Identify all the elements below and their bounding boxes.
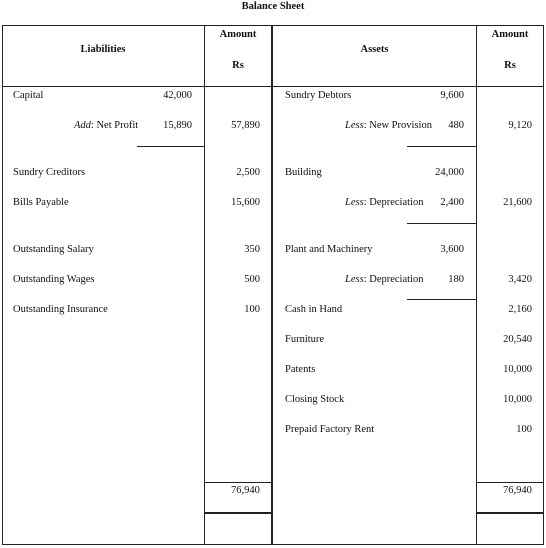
sundry-creditors-amount: 2,500: [236, 167, 260, 178]
outstanding-salary-label: Outstanding Salary: [13, 244, 94, 255]
capital-total: 57,890: [231, 120, 260, 131]
plant-dep-value: 180: [448, 274, 464, 285]
net-profit-label: [74, 120, 138, 131]
bills-payable-amount: 15,600: [231, 197, 260, 208]
sundry-debtors-label: Sundry Debtors: [285, 90, 352, 101]
table-right-border: [543, 25, 544, 545]
furniture-label: Furniture: [285, 334, 325, 345]
liab-amount-header: Amount: [219, 29, 257, 40]
asset-total-bottom-line: [476, 512, 543, 514]
building-total: 21,600: [503, 197, 532, 208]
cash-label: Cash in Hand: [285, 304, 343, 315]
page-title: Balance Sheet: [241, 1, 305, 12]
center-divider: [271, 25, 273, 545]
building-dep-text: : Depreciation: [363, 197, 424, 208]
less-prefix: Less: [345, 274, 364, 285]
outstanding-insurance-label: Outstanding Insurance: [13, 304, 108, 315]
net-profit-text: : Net Profit: [90, 120, 139, 131]
capital-label: Capital: [13, 90, 44, 101]
prepaid-rent-amount: 100: [516, 424, 532, 435]
plant-total: 3,420: [508, 274, 532, 285]
asset-amount-header: Amount: [491, 29, 529, 40]
building-dep-underline: [407, 223, 476, 224]
building-dep-value: 2,400: [440, 197, 464, 208]
net-profit-underline: [137, 146, 204, 147]
furniture-amount: 20,540: [503, 334, 532, 345]
capital-value: 42,000: [163, 90, 192, 101]
liab-total-bottom-line: [204, 512, 271, 514]
new-provision-text: : New Provision: [363, 120, 432, 131]
liab-amount-divider: [204, 25, 205, 545]
table-left-border: [2, 25, 3, 545]
patents-label: Patents: [285, 364, 316, 375]
plant-label: Plant and Machinery: [285, 244, 373, 255]
asset-currency-header: Rs: [504, 60, 516, 71]
prepaid-rent-label: Prepaid Factory Rent: [285, 424, 375, 435]
asset-total-top-line: [476, 482, 543, 483]
liabilities-header: Liabilities: [80, 44, 126, 55]
new-provision-value: 480: [448, 120, 464, 131]
assets-header: Assets: [360, 44, 389, 55]
net-profit-value: 15,890: [163, 120, 192, 131]
less-prefix: Less: [345, 197, 364, 208]
plant-dep-text: : Depreciation: [363, 274, 424, 285]
building-label: Building: [285, 167, 322, 178]
patents-amount: 10,000: [503, 364, 532, 375]
provision-underline: [407, 146, 476, 147]
table-top-border: [2, 25, 544, 26]
table-bottom-border: [2, 544, 544, 545]
liab-total-top-line: [204, 482, 271, 483]
asset-amount-divider: [476, 25, 477, 545]
sundry-creditors-label: Sundry Creditors: [13, 167, 86, 178]
cash-amount: 2,160: [508, 304, 532, 315]
sundry-debtors-value: 9,600: [440, 90, 464, 101]
closing-stock-label: Closing Stock: [285, 394, 345, 405]
bills-payable-label: Bills Payable: [13, 197, 69, 208]
header-bottom-border: [2, 86, 544, 87]
outstanding-wages-amount: 500: [244, 274, 260, 285]
outstanding-wages-label: Outstanding Wages: [13, 274, 95, 285]
add-prefix: Add: [74, 120, 91, 131]
debtors-total: 9,120: [508, 120, 532, 131]
closing-stock-amount: 10,000: [503, 394, 532, 405]
less-prefix: Less: [345, 120, 364, 131]
building-value: 24,000: [435, 167, 464, 178]
outstanding-salary-amount: 350: [244, 244, 260, 255]
assets-total: 76,940: [503, 485, 532, 496]
outstanding-insurance-amount: 100: [244, 304, 260, 315]
liabilities-total: 76,940: [231, 485, 260, 496]
liab-currency-header: Rs: [232, 60, 244, 71]
plant-value: 3,600: [440, 244, 464, 255]
plant-dep-underline: [407, 299, 476, 300]
